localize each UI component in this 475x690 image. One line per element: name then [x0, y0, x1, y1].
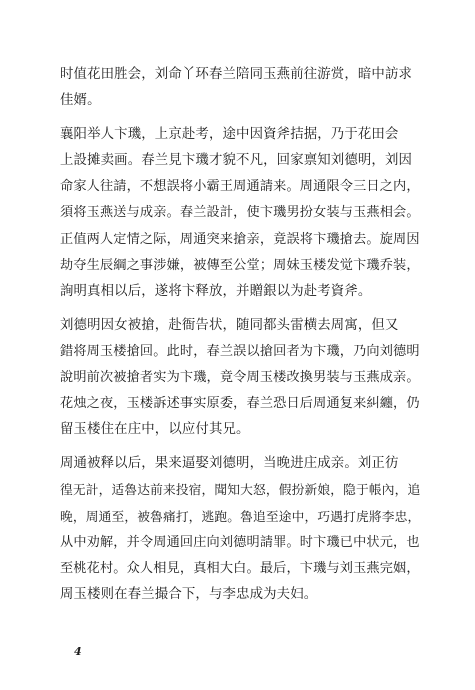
- text-line: 佳婿。: [60, 93, 101, 109]
- paragraph: [60, 62, 420, 114]
- body-text: [60, 62, 420, 608]
- text-line: 詢明真相以后，遂将卞释放，并贈銀以为赴考資斧。: [60, 283, 372, 299]
- text-line: 說明前次被搶者实为卞璣，竟令周玉楼改換男装与玉燕成亲。: [60, 370, 420, 386]
- paragraph: [60, 451, 420, 608]
- text-line: 从中劝解，并令周通回庄向刘德明請罪。时卞璣已中状元，也: [60, 534, 420, 550]
- page-number: 4: [74, 645, 82, 658]
- text-line: 劫夺生辰綱之事涉嫌，被傳至公堂；周妹玉楼发觉卞璣乔装，: [60, 257, 420, 273]
- text-line: 时值花田胜会，刘命丫环春兰陪同玉燕前往游赏，暗中訪求: [60, 67, 413, 82]
- text-line: 至桃花村。众人相見，真相大白。最后，卞璣与刘玉燕完姻，: [60, 560, 420, 576]
- paragraph: [60, 122, 420, 305]
- text-line: 錯将周玉楼搶回。此时，春兰誤以搶回者为卞璣，乃向刘德明: [60, 343, 420, 359]
- text-line: 上設摊卖画。春兰見卞璣才貌不凡，回家禀知刘德明，刘因: [60, 153, 413, 169]
- text-line: 花烛之夜，玉楼訴述事实原委，春兰恐日后周通复来糾纏，仍: [60, 396, 420, 412]
- paragraph-gap: [60, 114, 420, 122]
- text-line: 周通被释以后，果来逼娶刘德明，当晚进庄成亲。刘正彷: [60, 456, 399, 472]
- text-line: 須将玉燕送与成亲。春兰設計，使卞璣男扮女装与玉燕相会。: [60, 205, 420, 221]
- text-line: 徨无計，适魯达前来投宿，聞知大怒，假扮新娘，隐于帳內，追: [60, 482, 421, 498]
- text-line: 留玉楼住在庄中，以应付其兄。: [60, 422, 250, 438]
- text-line: 晚，周通至，被魯痛打，逃跑。魯追至途中，巧遇打虎將李忠，: [60, 508, 421, 524]
- paragraph-gap: [60, 443, 420, 451]
- text-line: 命家人往請，不想誤将小霸王周通請来。周通限令三日之内，: [60, 179, 420, 195]
- text-line: 刘德明因女被搶，赴衙告状，随同都头雷横去周寓，但又: [60, 317, 399, 333]
- text-line: 正值两人定情之际，周通突来搶亲，竟誤将卞璣搶去。旋周因: [60, 231, 420, 247]
- paragraph-gap: [60, 305, 420, 313]
- paragraph: [60, 313, 420, 443]
- text-line: 周玉楼则在春兰撮合下，与李忠成为夫妇。: [60, 586, 318, 602]
- text-line: 襄阳举人卞璣，上京赴考，途中因資斧拮据，乃于花田会: [60, 127, 399, 143]
